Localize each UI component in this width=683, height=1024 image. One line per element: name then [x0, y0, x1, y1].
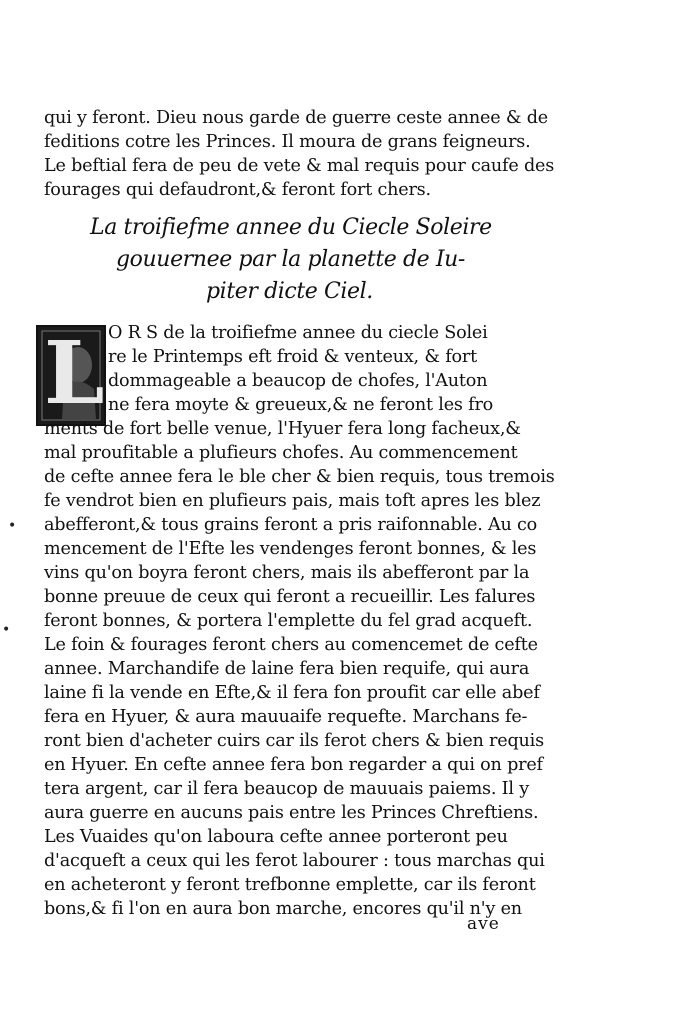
top-line-1: qui y feront. Dieu nous garde de guerre ceste annee & de — [44, 108, 548, 128]
body-line-15: annee. Marchandife de laine fera bien requife, qui aura — [44, 659, 530, 679]
body-line-5: ments de fort belle venue, l'Hyuer fera long facheux,& — [44, 419, 521, 439]
body-line-16: laine fi la vende en Efte,& il fera fon proufit car elle abef — [44, 683, 540, 703]
heading-line-2: gouuernee par la planette de Iu- — [116, 247, 465, 272]
body-line-17: fera en Hyuer, & aura mauuaife requefte. Marchans fe- — [44, 707, 528, 727]
body-line-6: mal proufitable a plufieurs chofes. Au commencement — [44, 443, 518, 463]
body-line-21: aura guerre en aucuns pais entre les Princes Chreftiens. — [44, 803, 539, 823]
decorated-initial — [36, 325, 106, 426]
heading-line-1: La troifiefme annee du Ciecle Soleire — [90, 215, 492, 240]
body-line-8: fe vendrot bien en plufieurs pais, mais toft apres les blez — [44, 491, 541, 511]
body-line-2: re le Printemps eft froid & venteux, & fort — [108, 347, 477, 367]
body-line-12: bonne preuue de ceux qui feront a recueillir. Les falures — [44, 587, 536, 607]
body-line-14: Le foin & fourages feront chers au comencemet de cefte — [44, 635, 538, 655]
body-line-3: dommageable a beaucop de chofes, l'Auton — [108, 371, 488, 391]
body-line-9: abefferont,& tous grains feront a pris raifonnable. Au co — [44, 515, 538, 535]
body-line-4: ne fera moyte & greueux,& ne feront les fro — [108, 395, 494, 415]
body-line-19: en Hyuer. En cefte annee fera bon regarder a qui on pref — [44, 755, 543, 775]
body-line-18: ront bien d'acheter cuirs car ils ferot chers & bien requis — [44, 731, 544, 751]
top-line-4: fourages qui defaudront,& feront fort chers. — [44, 180, 431, 200]
heading-line-3: piter dicte Ciel. — [206, 279, 373, 304]
body-line-22: Les Vuaides qu'on laboura cefte annee porteront peu — [44, 827, 508, 847]
body-line-11: vins qu'on boyra feront chers, mais ils abefferont par la — [44, 563, 530, 583]
body-line-20: tera argent, car il fera beaucop de mauuais paiems. Il y — [44, 779, 529, 799]
body-line-23: d'acqueft a ceux qui les ferot labourer : tous marchas qui — [44, 851, 545, 871]
top-line-2: feditions cotre les Princes. Il moura de grans feigneurs. — [44, 132, 531, 152]
body-line-24: en acheteront y feront trefbonne emplette, car ils feront — [44, 875, 536, 895]
top-line-3: Le beftial fera de peu de vete & mal requis pour caufe des — [44, 156, 555, 176]
body-line-25: bons,& fi l'on en aura bon marche, encores qu'il n'y en — [44, 899, 522, 919]
body-line-10: mencement de l'Efte les vendenges feront bonnes, & les — [44, 539, 537, 559]
margin-mark-2: • — [2, 622, 11, 638]
body-line-7: de cefte annee fera le ble cher & bien requis, tous tremois — [44, 467, 555, 487]
initial-letter: L — [44, 325, 105, 424]
body-line-1: O R S de la troifiefme annee du ciecle Solei — [108, 323, 488, 343]
catchword: ave — [467, 914, 500, 934]
body-line-13: feront bonnes, & portera l'emplette du fel grad acqueft. — [44, 611, 533, 631]
margin-mark-1: • — [8, 518, 17, 534]
